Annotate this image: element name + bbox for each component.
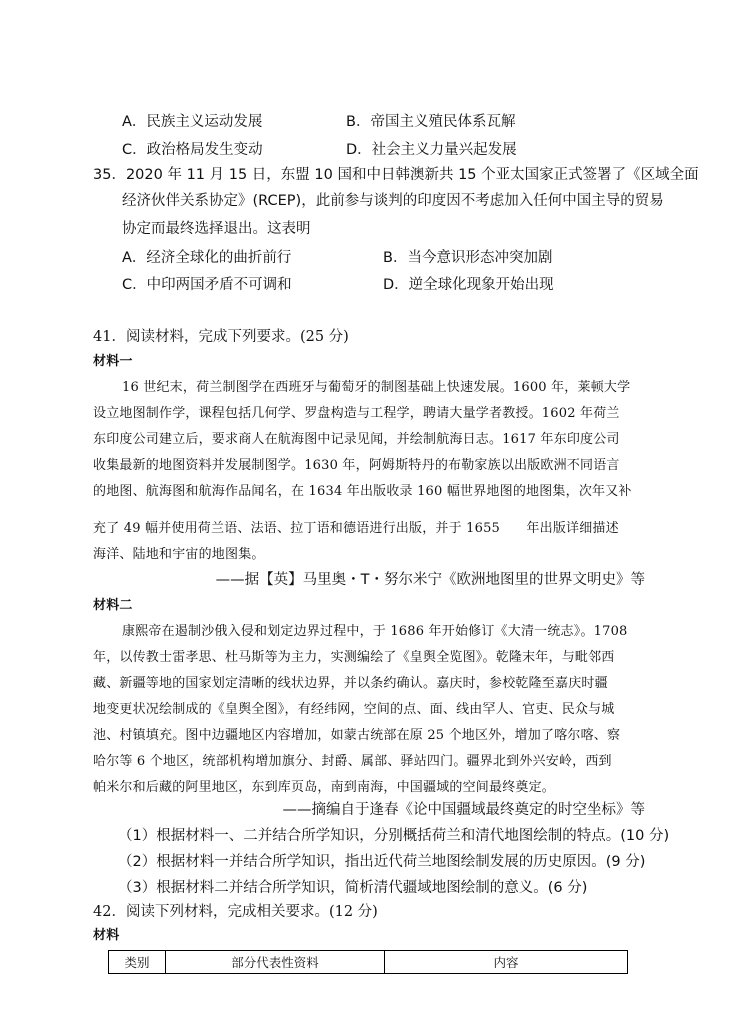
q35-stem-line-1: 35．2020 年 11 月 15 日，东盟 10 国和中日韩澳新共 15 个亚太国家正式签署了《区域全面	[93, 167, 699, 183]
q41-m2-line: 年，以传教士雷孝思、杜马斯等为主力，实测编绘了《皇舆全览图》。乾隆末年，与毗邻西	[93, 650, 615, 665]
q35-option-b: B．当今意识形态冲突加剧	[383, 250, 553, 266]
q41-m1-line: 16 世纪末，荷兰制图学在西班牙与葡萄牙的制图基础上快速发展。1600 年，莱顿大学	[122, 380, 631, 395]
q42-material-label: 材料	[93, 928, 120, 943]
q41-m1-line: 收集最新的地图资料并发展制图学。1630 年，阿姆斯特丹的布勒家族以出版欧洲不同语言	[93, 458, 620, 473]
q41-m2-line: 地变更状况绘制成的《皇舆全图》，有经纬网，空间的点、面、线由罕人、官吏、民众与城	[93, 702, 615, 717]
q34-option-b: B．帝国主义殖民体系瓦解	[346, 114, 516, 130]
q35-stem-line-2: 经济伙伴关系协定》(RCEP)，此前参与谈判的印度因不考虑加入任何中国主导的贸易	[122, 193, 664, 209]
q41-subquestion-2: （2）根据材料一并结合所学知识，指出近代荷兰地图绘制发展的历史原因。(9 分)	[118, 854, 646, 870]
q42-material-table	[108, 950, 628, 974]
q41-subquestion-1: （1）根据材料一、二并结合所学知识，分别概括荷兰和清代地图绘制的特点。(10 分)	[118, 828, 670, 844]
q41-m1-line: 充了 49 幅并使用荷兰语、法语、拉丁语和德语进行出版，并于 1655 年出版详细描述	[93, 521, 619, 536]
q41-m1-line: 东印度公司建立后，要求商人在航海图中记录见闻，并绘制航海日志。1617 年东印度公司	[93, 432, 620, 447]
table-header-content: 内容	[385, 951, 628, 974]
q41-m2-line: 池、村镇填充。图中边疆地区内容增加，如蒙古统部在原 25 个地区外，增加了喀尔喀、察	[93, 728, 621, 743]
q41-material1-label: 材料一	[93, 354, 133, 369]
q35-stem-line-3: 协定而最终选择退出。这表明	[122, 221, 311, 237]
q41-m1-line: 的地图、航海图和航海作品闻名，在 1634 年出版收录 160 幅世界地图的地图集，次年又补	[93, 484, 632, 499]
q34-option-d: D．社会主义力量兴起发展	[346, 142, 517, 158]
q42-title: 42．阅读下列材料，完成相关要求。(12 分)	[93, 904, 378, 920]
q41-m2-line: 藏、新疆等地的国家划定清晰的线状边界，并以条约确认。嘉庆时，参校乾隆至嘉庆时疆	[93, 676, 608, 691]
q41-subquestion-3: （3）根据材料二并结合所学知识，简析清代疆域地图绘制的意义。(6 分)	[118, 880, 588, 896]
table-header-representative-sources: 部分代表性资料	[166, 951, 385, 974]
q41-m2-line: 哈尔等 6 个地区，统部机构增加旗分、封爵、属部、驿站四门。疆界北到外兴安岭，西到	[93, 754, 612, 769]
q41-m1-line: 设立地图制作学，课程包括几何学、罗盘构造与工程学，聘请大量学者教授。1602 年荷兰	[93, 406, 620, 421]
q35-option-a: A．经济全球化的曲折前行	[122, 250, 292, 266]
q34-option-a: A．民族主义运动发展	[122, 114, 263, 130]
q35-option-c: C．中印两国矛盾不可调和	[122, 277, 292, 293]
q41-material1-source: ——据【英】马里奥・T・努尔米宁《欧洲地图里的世界文明史》等	[215, 572, 645, 588]
q41-m2-line: 康熙帝在遏制沙俄入侵和划定边界过程中，于 1686 年开始修订《大清一统志》。1708	[122, 624, 628, 639]
q41-material2-label: 材料二	[93, 598, 133, 613]
table-header-row	[109, 951, 628, 974]
q41-m1-line: 海洋、陆地和宇宙的地图集。	[93, 547, 265, 562]
q41-material2-source: ——摘编自于逢春《论中国疆域最终奠定的时空坐标》等	[282, 802, 645, 818]
q41-m2-line: 帕米尔和后藏的阿里地区，东到库页岛，南到南海，中国疆域的空间最终奠定。	[93, 780, 556, 795]
table-header-category: 类别	[109, 951, 166, 974]
q34-option-c: C．政治格局发生变动	[122, 142, 263, 158]
q35-option-d: D．逆全球化现象开始出现	[383, 277, 554, 293]
q41-title: 41．阅读材料，完成下列要求。(25 分)	[93, 329, 349, 345]
